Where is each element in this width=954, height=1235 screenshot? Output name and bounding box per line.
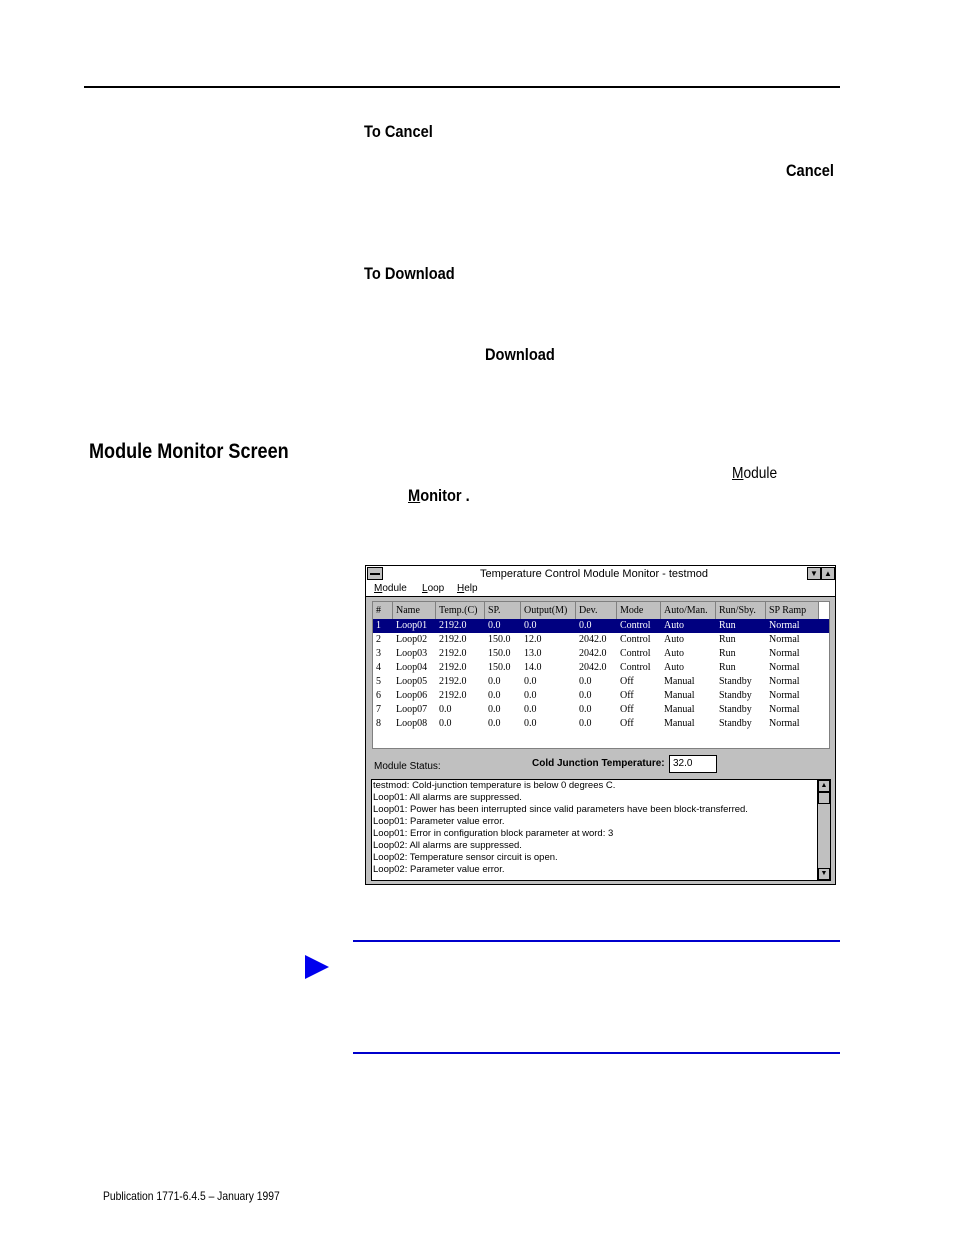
cell-sp: 0.0 — [488, 718, 501, 729]
menu-loop[interactable]: Loop — [422, 583, 445, 594]
cell-number: 2 — [376, 634, 381, 645]
log-line: Loop02: Temperature sensor circuit is open. — [373, 852, 558, 863]
cell-temp: 2192.0 — [439, 620, 467, 631]
cell-auto-man: Auto — [664, 634, 684, 645]
cell-output: 0.0 — [524, 718, 537, 729]
cell-name: Loop05 — [396, 676, 428, 687]
cell-mode: Control — [620, 662, 651, 673]
cell-number: 1 — [376, 620, 381, 631]
cell-sp-ramp: Normal — [769, 620, 800, 631]
cell-temp: 0.0 — [439, 704, 452, 715]
log-line: Loop01: Error in configuration block parameter at word: 3 — [373, 828, 614, 839]
cell-dev: 0.0 — [579, 718, 592, 729]
heading-to-download: To Download — [364, 264, 455, 283]
cell-temp: 2192.0 — [439, 676, 467, 687]
cell-sp: 0.0 — [488, 676, 501, 687]
top-rule — [84, 86, 840, 88]
cell-sp-ramp: Normal — [769, 704, 800, 715]
cell-dev: 2042.0 — [579, 634, 607, 645]
cell-auto-man: Manual — [664, 704, 695, 715]
cell-mode: Off — [620, 704, 634, 715]
cell-mode: Control — [620, 620, 651, 631]
cell-dev: 2042.0 — [579, 662, 607, 673]
col-sp[interactable]: SP. — [485, 602, 521, 619]
note-arrow-icon — [305, 955, 329, 979]
cold-junction-label: Cold Junction Temperature: — [532, 758, 665, 769]
col-output[interactable]: Output(M) — [521, 602, 576, 619]
log-line: Loop02: All alarms are suppressed. — [373, 840, 522, 851]
cell-dev: 0.0 — [579, 690, 592, 701]
term-module: Module — [732, 465, 778, 482]
log-line: Loop01: Parameter value error. — [373, 816, 505, 827]
cell-sp-ramp: Normal — [769, 690, 800, 701]
cell-temp: 2192.0 — [439, 648, 467, 659]
cell-run-sby: Run — [719, 648, 736, 659]
col-run-sby[interactable]: Run/Sby. — [716, 602, 766, 619]
monitor-window — [365, 565, 836, 885]
cell-name: Loop06 — [396, 690, 428, 701]
cell-mode: Off — [620, 690, 634, 701]
cell-number: 3 — [376, 648, 381, 659]
table-row[interactable] — [373, 689, 829, 703]
cell-name: Loop02 — [396, 634, 428, 645]
col-dev[interactable]: Dev. — [576, 602, 617, 619]
table-row[interactable] — [373, 619, 829, 633]
col-temp[interactable]: Temp.(C) — [436, 602, 485, 619]
heading-module-monitor-screen: Module Monitor Screen — [89, 440, 289, 463]
col-sp-ramp[interactable]: SP Ramp — [766, 602, 819, 619]
maximize-icon[interactable]: ▲ — [821, 567, 835, 580]
cell-run-sby: Standby — [719, 690, 752, 701]
cell-auto-man: Auto — [664, 662, 684, 673]
log-line: Loop01: Power has been interrupted since valid parameters have been block-transferred. — [373, 804, 748, 815]
menu-bar — [366, 582, 835, 597]
window-title: Temperature Control Module Monitor - testmod — [479, 568, 709, 580]
cell-sp: 150.0 — [488, 634, 511, 645]
system-menu-icon[interactable] — [367, 567, 383, 580]
cell-name: Loop08 — [396, 718, 428, 729]
status-log[interactable] — [371, 779, 831, 881]
publication-footer: Publication 1771-6.4.5 – January 1997 — [103, 1189, 280, 1203]
cell-auto-man: Manual — [664, 690, 695, 701]
grid-header — [373, 602, 819, 620]
cell-sp: 0.0 — [488, 690, 501, 701]
cell-run-sby: Standby — [719, 704, 752, 715]
cell-temp: 2192.0 — [439, 690, 467, 701]
cell-name: Loop01 — [396, 620, 428, 631]
table-row[interactable] — [373, 633, 829, 647]
cell-sp-ramp: Normal — [769, 662, 800, 673]
menu-help[interactable]: Help — [457, 583, 478, 594]
col-number[interactable]: # — [373, 602, 393, 619]
cell-name: Loop04 — [396, 662, 428, 673]
cell-auto-man: Manual — [664, 718, 695, 729]
cell-sp-ramp: Normal — [769, 676, 800, 687]
cell-dev: 0.0 — [579, 704, 592, 715]
table-row[interactable] — [373, 661, 829, 675]
term-cancel: Cancel — [786, 161, 834, 180]
cell-sp: 150.0 — [488, 648, 511, 659]
cell-mode: Off — [620, 718, 634, 729]
cell-sp-ramp: Normal — [769, 718, 800, 729]
table-row[interactable] — [373, 647, 829, 661]
cell-auto-man: Auto — [664, 648, 684, 659]
table-row[interactable] — [373, 717, 829, 731]
cell-output: 13.0 — [524, 648, 542, 659]
cell-sp-ramp: Normal — [769, 634, 800, 645]
scroll-thumb[interactable] — [818, 792, 830, 804]
cell-output: 12.0 — [524, 634, 542, 645]
term-monitor: Monitor . — [408, 486, 470, 505]
cell-mode: Control — [620, 634, 651, 645]
col-name[interactable]: Name — [393, 602, 436, 619]
cell-auto-man: Manual — [664, 676, 695, 687]
cell-sp: 0.0 — [488, 704, 501, 715]
cell-run-sby: Standby — [719, 718, 752, 729]
table-row[interactable] — [373, 703, 829, 717]
cell-run-sby: Run — [719, 620, 736, 631]
cell-sp: 0.0 — [488, 620, 501, 631]
cell-output: 0.0 — [524, 620, 537, 631]
cell-number: 4 — [376, 662, 381, 673]
note-bottom-rule — [353, 1052, 840, 1054]
col-auto-man[interactable]: Auto/Man. — [661, 602, 716, 619]
cell-output: 14.0 — [524, 662, 542, 673]
cell-temp: 2192.0 — [439, 634, 467, 645]
cell-run-sby: Run — [719, 662, 736, 673]
cell-name: Loop07 — [396, 704, 428, 715]
cell-dev: 0.0 — [579, 620, 592, 631]
minimize-icon[interactable]: ▼ — [807, 567, 821, 580]
cell-output: 0.0 — [524, 676, 537, 687]
scroll-down-icon[interactable]: ▼ — [818, 868, 830, 880]
cell-run-sby: Standby — [719, 676, 752, 687]
cell-auto-man: Auto — [664, 620, 684, 631]
cell-sp-ramp: Normal — [769, 648, 800, 659]
cell-dev: 2042.0 — [579, 648, 607, 659]
cell-dev: 0.0 — [579, 676, 592, 687]
cell-number: 7 — [376, 704, 381, 715]
menu-module[interactable]: Module — [374, 583, 407, 594]
cell-number: 6 — [376, 690, 381, 701]
term-download: Download — [485, 345, 555, 364]
cell-temp: 2192.0 — [439, 662, 467, 673]
module-status-label: Module Status: — [374, 761, 441, 772]
log-line: Loop01: All alarms are suppressed. — [373, 792, 522, 803]
cold-junction-field[interactable]: 32.0 — [669, 755, 717, 773]
cell-sp: 150.0 — [488, 662, 511, 673]
cell-run-sby: Run — [719, 634, 736, 645]
window-titlebar — [366, 566, 835, 583]
log-line: Loop02: Parameter value error. — [373, 864, 505, 875]
log-line: testmod: Cold-junction temperature is below 0 degrees C. — [373, 780, 616, 791]
cell-name: Loop03 — [396, 648, 428, 659]
cell-mode: Control — [620, 648, 651, 659]
cell-number: 5 — [376, 676, 381, 687]
cell-number: 8 — [376, 718, 381, 729]
heading-to-cancel: To Cancel — [364, 122, 433, 141]
scroll-up-icon[interactable]: ▲ — [818, 780, 830, 792]
note-top-rule — [353, 940, 840, 942]
table-row[interactable] — [373, 675, 829, 689]
cell-mode: Off — [620, 676, 634, 687]
cell-temp: 0.0 — [439, 718, 452, 729]
log-scrollbar[interactable] — [817, 780, 830, 880]
loop-grid — [372, 601, 830, 749]
col-mode[interactable]: Mode — [617, 602, 661, 619]
cell-output: 0.0 — [524, 704, 537, 715]
cell-output: 0.0 — [524, 690, 537, 701]
